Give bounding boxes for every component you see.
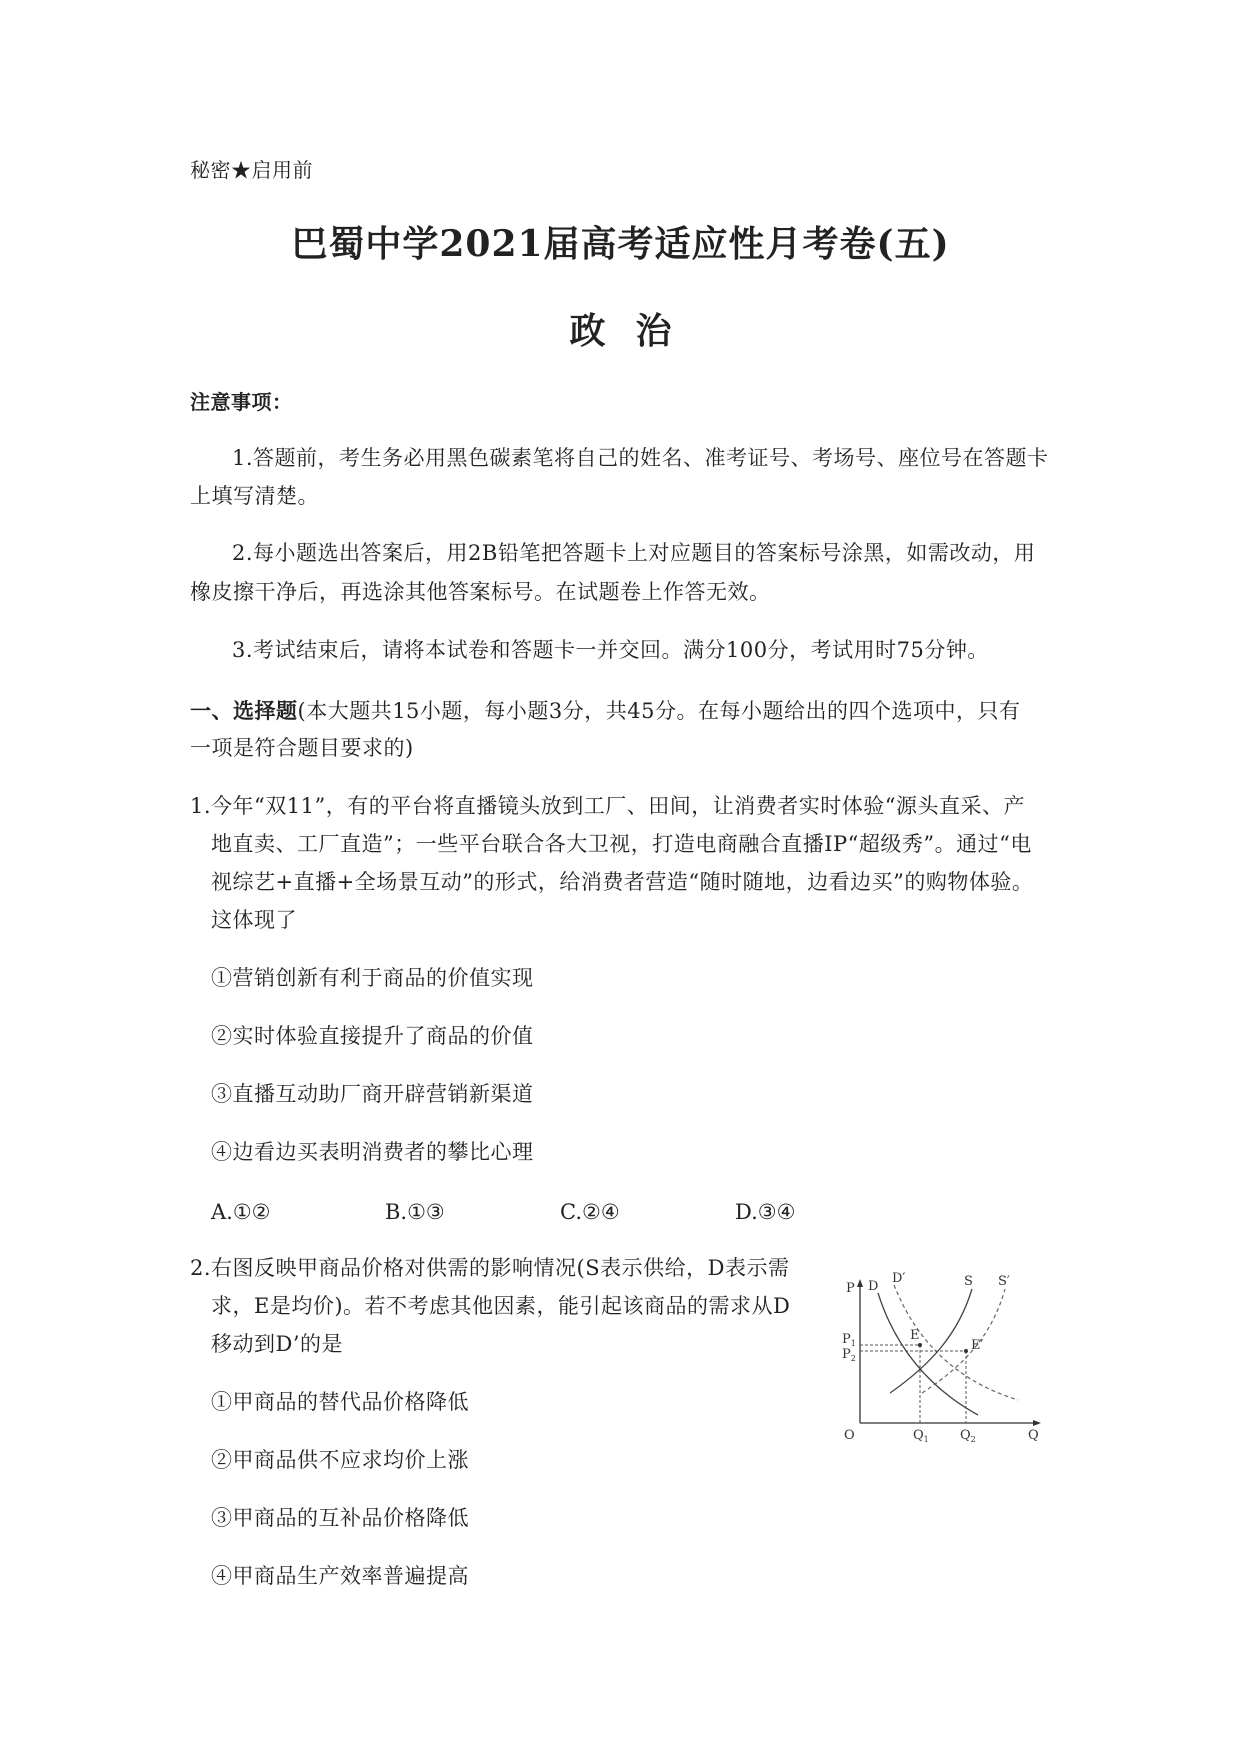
label-q1: $Q_1$ [913,1428,929,1444]
label-s-prime: S′ [998,1274,1010,1289]
confidential-label: 秘密★启用前 [190,158,313,182]
q2-statement-4: ④甲商品生产效率普遍提高 [211,1564,469,1588]
label-e-prime: E′ [971,1338,984,1353]
y-axis-arrow [857,1279,863,1287]
label-origin: O [844,1428,855,1443]
q1-statement-3: ③直播互动助厂商开辟营销新渠道 [211,1082,534,1106]
point-e-prime [964,1349,968,1353]
q1-stem-line-2: 地直卖、工厂直造”；一些平台联合各大卫视，打造电商融合直播IP“超级秀”。通过“电 [211,832,1032,856]
exam-title: 巴蜀中学2021届高考适应性月考卷(五) [291,223,950,265]
q1-option-a: A.①② [211,1200,271,1224]
label-p1: $P_1$ [842,1332,856,1348]
x-axis-arrow [1033,1420,1041,1426]
section-1-heading [190,700,1021,722]
notice-item-2-cont: 橡皮擦干净后，再选涂其他答案标号。在试题卷上作答无效。 [190,580,771,604]
label-s: S [964,1274,973,1289]
notice-item-3: 3.考试结束后，请将本试卷和答题卡一并交回。满分100分，考试用时75分钟。 [232,638,989,662]
supply-curve-s-prime [922,1289,1005,1393]
label-p2: $P_2$ [842,1347,856,1363]
q2-statement-3: ③甲商品的互补品价格降低 [211,1506,469,1530]
q1-stem-line-1: 1.今年“双11”，有的平台将直播镜头放到工厂、田间，让消费者实时体验“源头直采、产 [190,794,1025,818]
label-d: D [868,1279,879,1294]
q1-stem-line-3: 视综艺+直播+全场景互动”的形式，给消费者营造“随时随地，边看边买”的购物体验。 [211,870,1034,894]
notice-heading: 注意事项： [190,390,293,414]
q2-stem-line-2: 求，E是均价)。若不考虑其他因素，能引起该商品的需求从D [211,1294,791,1318]
q1-statement-1: ①营销创新有利于商品的价值实现 [211,966,534,990]
q1-option-c: C.②④ [560,1200,620,1224]
q2-stem-line-3: 移动到D’的是 [211,1332,344,1356]
label-e: E [910,1328,920,1343]
q2-stem-line-1: 2.右图反映甲商品价格对供需的影响情况(S表示供给，D表示需 [190,1256,790,1280]
label-q-axis: Q [1028,1428,1039,1443]
label-q2: $Q_2$ [960,1428,976,1444]
point-e [918,1343,922,1347]
q1-option-b: B.①③ [385,1200,445,1224]
q2-statement-2: ②甲商品供不应求均价上涨 [211,1448,469,1472]
section-1-desc-cont: 一项是符合题目要求的) [190,736,414,760]
q1-option-d: D.③④ [735,1200,796,1224]
section-1-title: 一、选择题 [190,698,298,723]
label-p-axis: P [846,1281,855,1296]
q1-stem-line-4: 这体现了 [211,908,297,932]
q2-statement-1: ①甲商品的替代品价格降低 [211,1390,469,1414]
notice-item-1-cont: 上填写清楚。 [190,484,319,508]
notice-item-1: 1.答题前，考生务必用黑色碳素笔将自己的姓名、准考证号、考场号、座位号在答题卡 [232,446,1049,470]
q1-statement-4: ④边看边买表明消费者的攀比心理 [211,1140,534,1164]
subject-title: 政治 [569,310,702,352]
label-d-prime: D′ [892,1271,906,1286]
section-1-desc: (本大题共15小题，每小题3分，共45分。在每小题给出的四个选项中，只有 [297,699,1021,723]
notice-item-2: 2.每小题选出答案后，用2B铅笔把答题卡上对应题目的答案标号涂黑，如需改动，用 [232,541,1036,565]
q1-statement-2: ②实时体验直接提升了商品的价值 [211,1024,534,1048]
supply-demand-graph [830,1265,1050,1445]
